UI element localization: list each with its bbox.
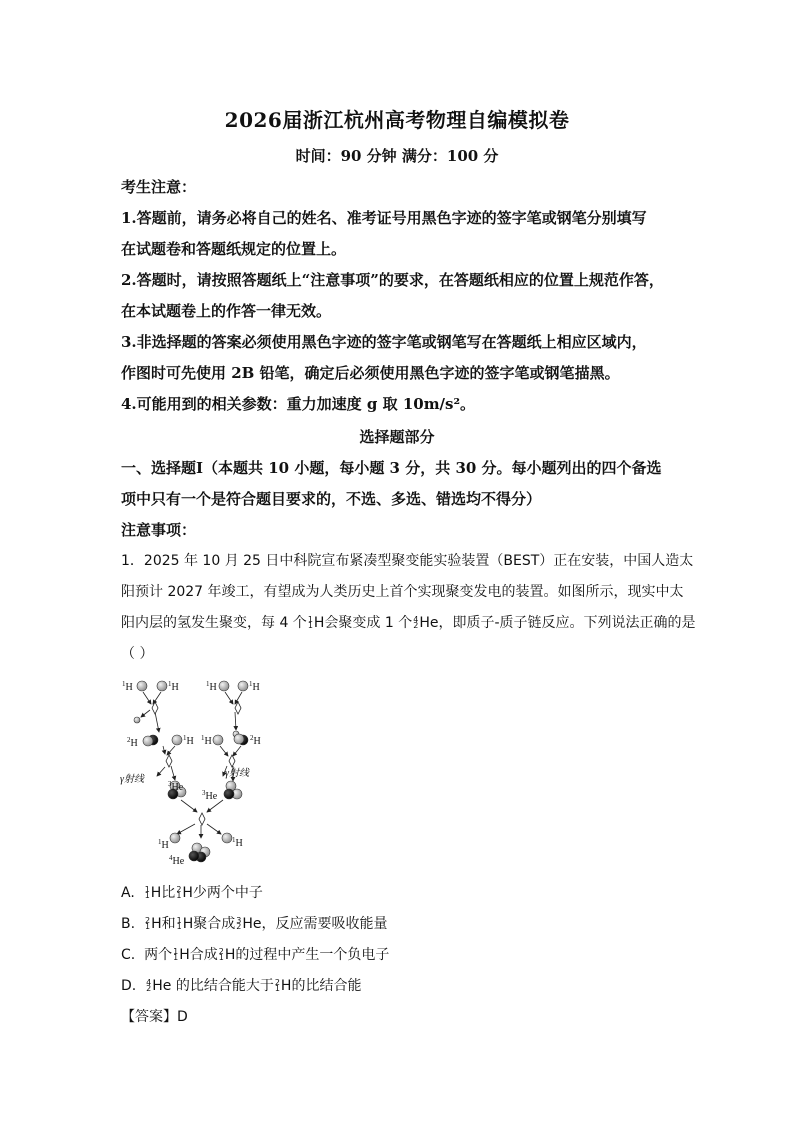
svg-text:1H: $^1$H (232, 836, 243, 849)
svg-text:1H: $^1$H (206, 680, 217, 693)
notice-line: 2.答题时，请按照答题纸上“注意事项”的要求，在答题纸相应的位置上规范作答， (121, 271, 664, 289)
notice-line: 在试题卷和答题纸规定的位置上。 (121, 240, 347, 258)
nuclide-notation: 4 2 (146, 977, 152, 993)
nuclide-notation: 2 1 (144, 915, 151, 931)
svg-text:1H: $^1$H (183, 734, 194, 747)
section-title: 选择题部分 (359, 428, 435, 446)
svg-text:3He: $^3$He (168, 780, 184, 793)
option-d[interactable]: D. 4 2 He 的比结合能大于 2 1 H的比结合能 (121, 977, 362, 994)
svg-text:1H: $^1$H (122, 680, 133, 693)
nuclide-notation: 1 1 (176, 915, 182, 931)
notes-heading: 注意事项： (121, 521, 197, 539)
proton-proton-chain-diagram (115, 668, 285, 873)
question-1-text: 1．2025 年 10 月 25 日中科院宣布紧凑型聚变能实验装置（BEST）正在安装，中国人造太 (121, 553, 694, 569)
svg-text:2H: $^2$H (250, 734, 261, 747)
nuclide-notation: 4 2 (413, 614, 419, 630)
nuclide-notation: 2 1 (218, 946, 224, 962)
svg-text:1H: $^1$H (168, 680, 179, 693)
exam-title: 2026届浙江杭州高考物理自编模拟卷 (224, 108, 570, 132)
notice-line: 3.非选择题的答案必须使用黑色字迹的签字笔或钢笔写在答题纸上相应区域内， (121, 333, 647, 351)
nuclide-notation: 3 2 (236, 915, 242, 931)
nuclide-notation: 2 1 (274, 977, 280, 993)
option-a[interactable]: A. 1 1 H比 2 1 H少两个中子 (121, 884, 263, 901)
svg-text:4He: $^4$He (169, 854, 185, 867)
nuclide-notation: 1 1 (307, 614, 313, 630)
svg-text:1H: $^1$H (201, 734, 212, 747)
notice-line: 1.答题前，请务必将自己的姓名、准考证号用黑色字迹的签字笔或钢笔分别填写 (121, 209, 647, 227)
svg-text:3He: $^3$He (202, 789, 218, 802)
question-1-text: 阳预计 2027 年竣工，有望成为人类历史上首个实现聚变发电的装置。如图所示，现实中太 (121, 584, 684, 600)
svg-text:2H: $^2$H (127, 736, 138, 749)
nuclide-notation: 2 1 (176, 884, 182, 900)
svg-text:1H: $^1$H (158, 838, 169, 851)
nuclide-notation: 1 1 (144, 884, 150, 900)
option-b[interactable]: B. 2 1 H和 1 1 H聚合成 3 2 He，反应需要吸收能量 (121, 915, 388, 932)
svg-text:γ射线: γ射线 (120, 774, 144, 785)
exam-time-score: 时间：90 分钟 满分：100 分 (295, 147, 499, 165)
svg-text:γ射线: γ射线 (225, 768, 249, 779)
svg-text:1H: $^1$H (249, 680, 260, 693)
option-c[interactable]: C. 两个 1 1 H合成 2 1 H的过程中产生一个负电子 (121, 946, 390, 963)
question-1-text: 阳内层的氢发生聚变，每 4 个 1 1 H会聚变成 1 个 4 2 He，即质子-质子链反应。下列说法正确的是 (121, 614, 696, 631)
notice-line: 作图时可先使用 2B 铅笔，确定后必须使用黑色字迹的签字笔或钢笔描黑。 (121, 364, 620, 382)
notice-line: 4.可能用到的相关参数：重力加速度 g 取 10m/s²。 (121, 395, 476, 413)
part-instruction: 项中只有一个是符合题目要求的，不选、多选、错选均不得分） (121, 490, 542, 508)
answer-key: 【答案】D (121, 1009, 188, 1025)
notice-line: 在本试题卷上的作答一律无效。 (121, 302, 332, 320)
nuclide-notation: 1 1 (173, 946, 179, 962)
answer-blank: （ ） (121, 646, 154, 662)
part-instruction: 一、选择题Ⅰ（本题共 10 小题，每小题 3 分，共 30 分。每小题列出的四个备选 (121, 459, 662, 477)
notice-heading: 考生注意： (121, 178, 197, 196)
